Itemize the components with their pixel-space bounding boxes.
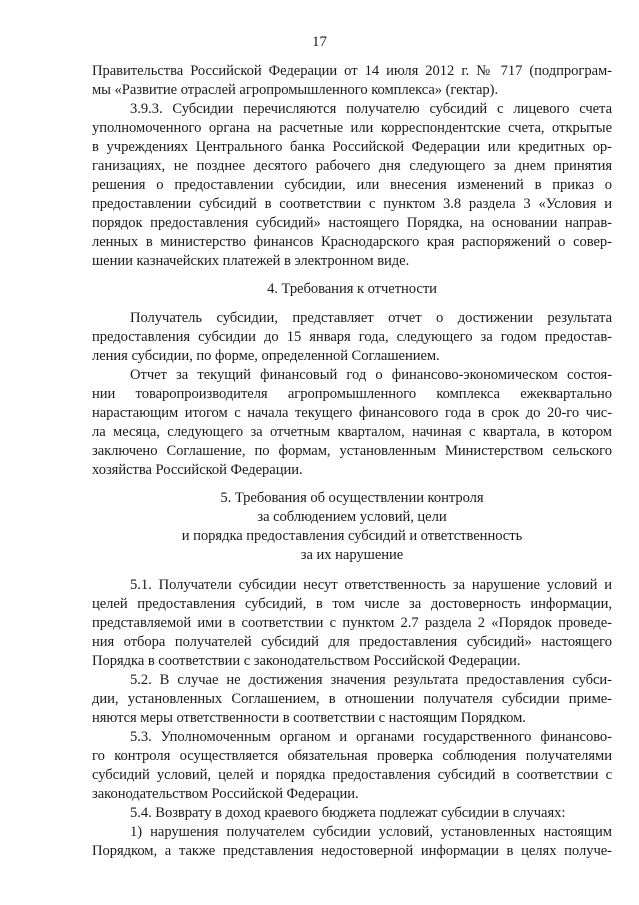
text-line: 5. Требования об осуществлении контроля	[220, 490, 484, 506]
text-line: 4. Требования к отчетности	[267, 281, 437, 297]
text-line: представляемой ими в соответствии с пунктом 2.7 раздела 2 «Порядок проведе-	[92, 615, 612, 631]
text-line: субсидий условий, целей и порядка предоставления субсидий в соответствии с	[92, 767, 612, 783]
text-line: предоставления субсидии до 15 января года, следующего за годом предостав-	[92, 329, 612, 345]
text-line: 1) нарушения получателем субсидии условий, установленных настоящим	[130, 824, 612, 840]
text-line: 5.3. Уполномоченным органом и органами государственного финансово-	[130, 729, 612, 745]
text-line: 5.2. В случае не достижения значения результата предоставления субси-	[130, 672, 612, 688]
page-number: 17	[312, 34, 327, 50]
text-line: ленных в министерство финансов Краснодарского края распоряжений о совер-	[92, 234, 612, 250]
text-line: законодательством Российской Федерации.	[92, 786, 359, 802]
text-line: за их нарушение	[300, 547, 404, 563]
text-line: Порядком, а также представления недостоверной информации в целях получе-	[92, 843, 612, 859]
text-line: 5.1. Получатели субсидии несут ответственность за нарушение условий и	[130, 577, 612, 593]
text-line: 5.4. Возврату в доход краевого бюджета подлежат субсидии в случаях:	[130, 805, 566, 821]
text-line: ления субсидии, по форме, определенной Соглашением.	[92, 348, 440, 364]
text-line: нарастающим итогом с начала текущего финансового года в срок до 20-го чис-	[92, 405, 612, 421]
text-line: 3.9.3. Субсидии перечисляются получателю субсидий с лицевого счета	[130, 101, 612, 117]
text-line: Отчет за текущий финансовый год о финансово-экономическом состоя-	[130, 367, 612, 383]
text-line: решения о предоставлении субсидии, или внесения изменений в приказ о	[92, 177, 612, 193]
text-line: дии, установленных Соглашением, в отношении получателя субсидии приме-	[92, 691, 612, 707]
text-line: хозяйства Российской Федерации.	[92, 462, 303, 478]
text-line: за соблюдением условий, цели	[257, 509, 447, 525]
text-line: ла месяца, следующего за отчетным кварталом, начиная с квартала, в котором	[92, 424, 612, 440]
text-line: ганизациях, не позднее десятого рабочего дня следующего за днем принятия	[92, 158, 612, 174]
text-line: шении казначейских платежей в электронном виде.	[92, 253, 410, 269]
text-line: няются меры ответственности в соответствии с настоящим Порядком.	[92, 710, 526, 726]
text-line: предоставлении субсидий в соответствии с пунктом 3.8 раздела 3 «Условия и	[92, 196, 612, 212]
text-line: целей предоставления субсидий, в том числе за достоверность информации,	[92, 596, 612, 612]
text-line: мы «Развитие отраслей агропромышленного комплекса» (гектар).	[92, 82, 499, 98]
text-line: ния отбора получателей субсидий для предоставления субсидий» настоящего	[92, 634, 612, 650]
text-line: го контроля осуществляется обязательная проверка соблюдения получателями	[92, 748, 612, 764]
text-line: Порядка в соответствии с законодательством Российской Федерации.	[92, 653, 521, 669]
text-line: Правительства Российской Федерации от 14 июля 2012 г. № 717 (подпрограм-	[92, 63, 612, 79]
text-line: уполномоченного органа на расчетные или корреспондентские счета, открытые	[92, 120, 612, 136]
text-line: Получатель субсидии, представляет отчет о достижении результата	[130, 310, 612, 326]
text-line: порядок предоставления субсидий» настоящего Порядка, на основании направ-	[92, 215, 612, 231]
text-line: в учреждениях Центрального банка Российской Федерации или кредитных ор-	[92, 139, 612, 155]
text-line: заключено Соглашение, по формам, установленным Министерством сельского	[92, 443, 612, 459]
text-line: нии товаропроизводителя агропромышленного комплекса ежеквартально	[92, 386, 612, 402]
text-line: и порядка предоставления субсидий и ответственность	[181, 528, 523, 544]
